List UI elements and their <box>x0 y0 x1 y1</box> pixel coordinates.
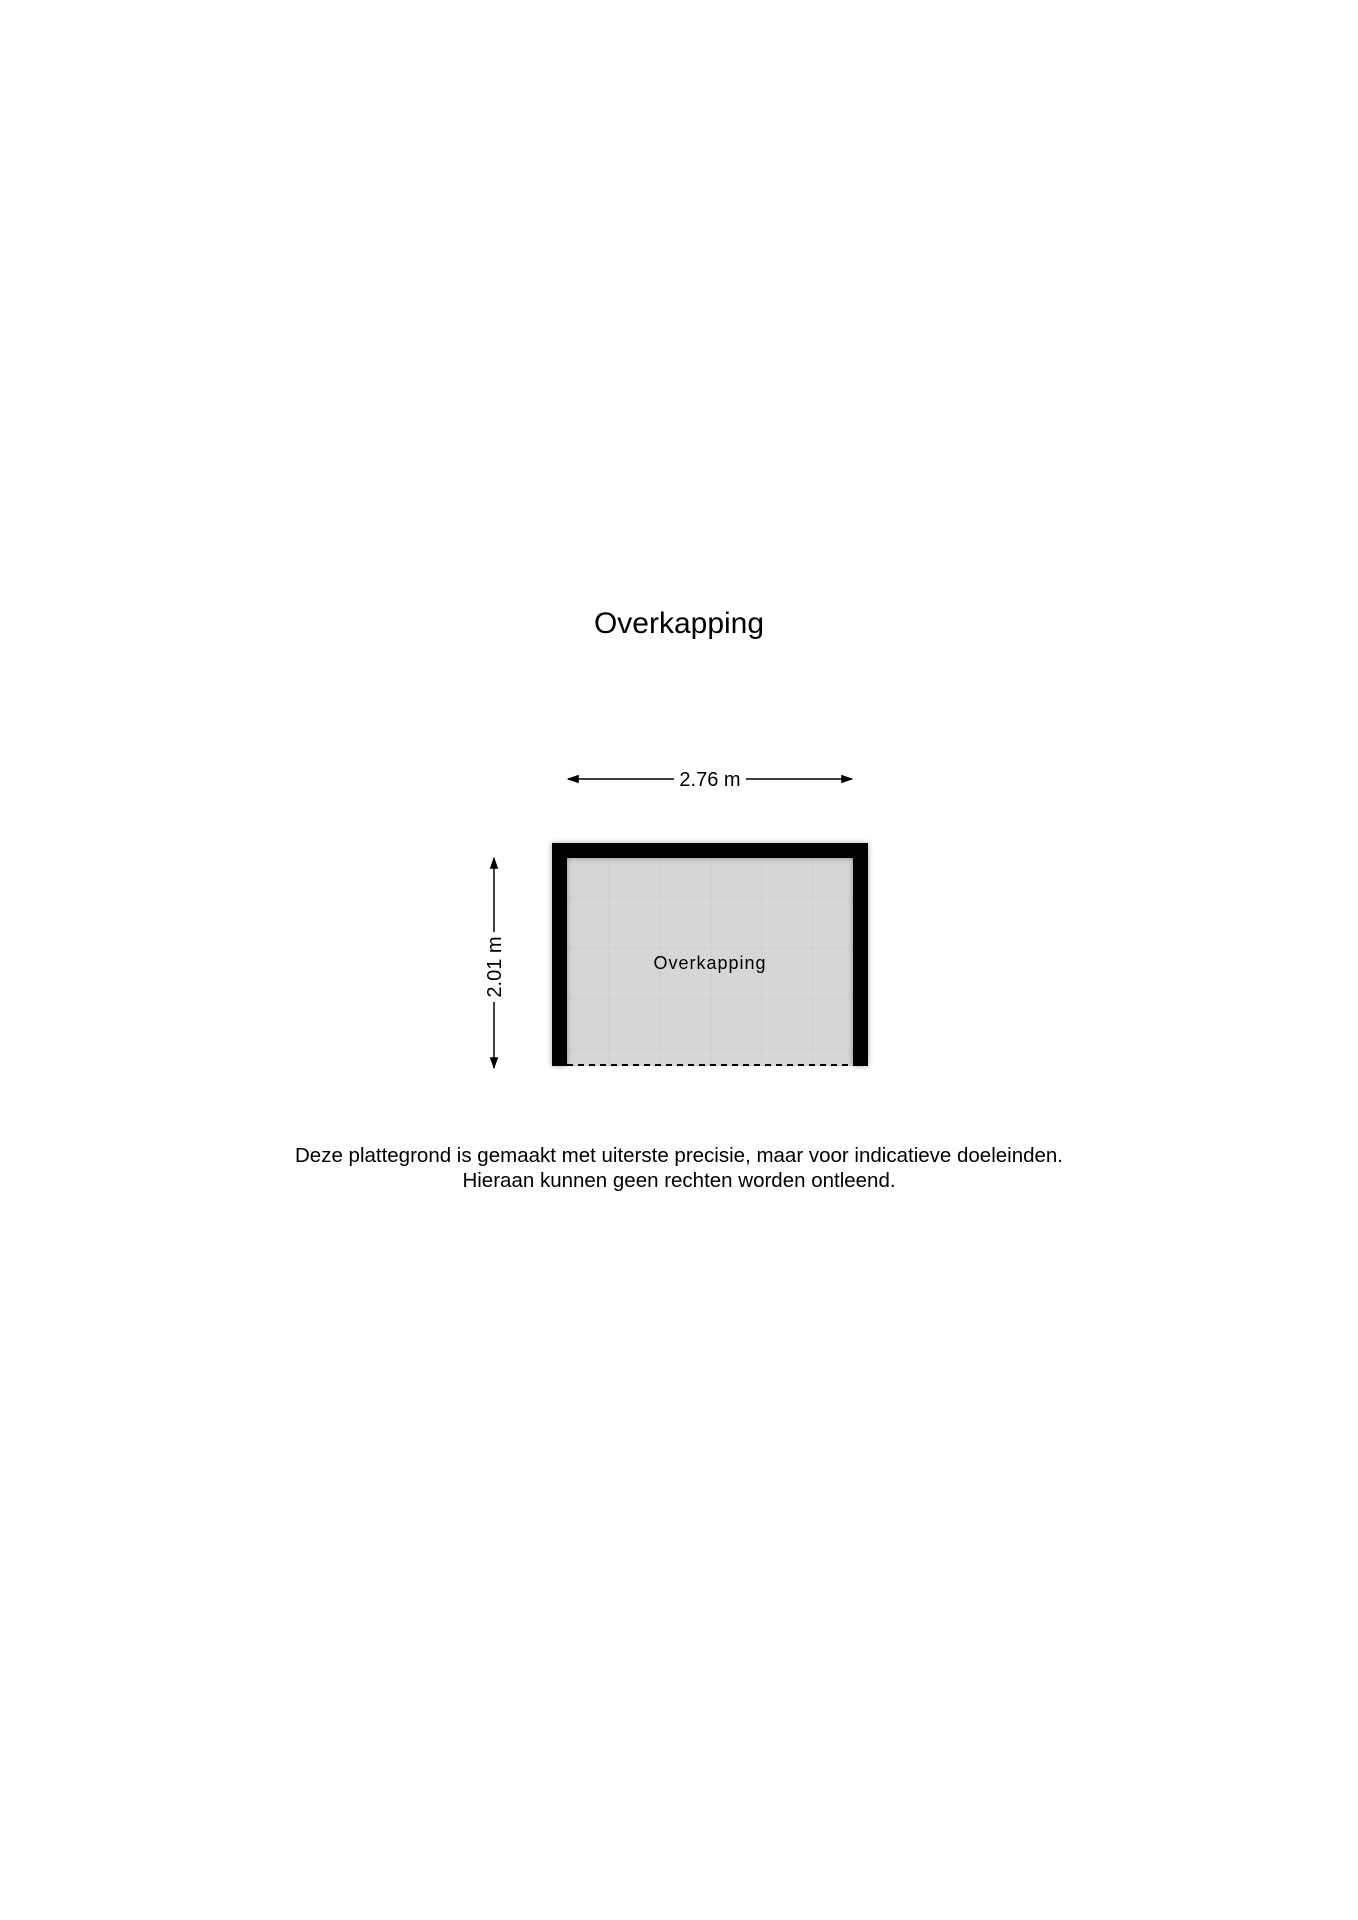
disclaimer-line-2: Hieraan kunnen geen rechten worden ontleend. <box>462 1169 896 1192</box>
room-overkapping <box>552 843 868 1066</box>
height-dimension-label: 2.01 m <box>484 936 506 998</box>
width-dimension-label: 2.76 m <box>679 769 741 791</box>
disclaimer <box>0 1143 1358 1193</box>
disclaimer-line-1: Deze plattegrond is gemaakt met uiterste precisie, maar voor indicatieve doeleinden. <box>294 1144 1064 1167</box>
width-dimension <box>568 769 852 791</box>
floor-title: Overkapping <box>593 607 765 640</box>
room-label: Overkapping <box>653 953 767 973</box>
height-dimension <box>484 858 506 1068</box>
